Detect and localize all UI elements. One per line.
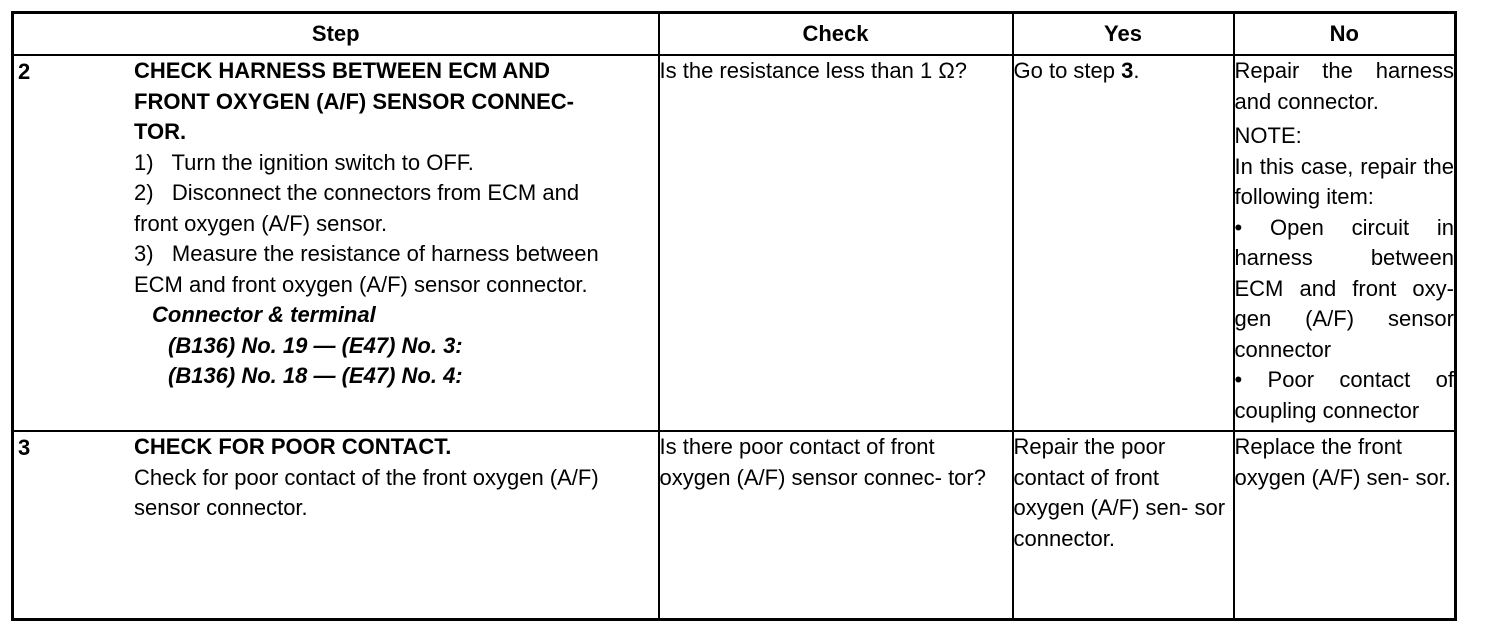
step-body: [134, 56, 658, 392]
table-row: [13, 431, 1456, 620]
note-item: • Open circuit in harness between ECM and front oxy- gen (A/F) sensor connector: [1234, 214, 1454, 362]
step-title-line: FRONT OXYGEN (A/F) SENSOR CONNEC-: [134, 88, 575, 114]
no-cell: Replace the front oxygen (A/F) sen- sor.: [1234, 431, 1456, 620]
note-item: • Poor contact of coupling connector: [1234, 367, 1454, 423]
instruction-line: ECM and front oxygen (A/F) sensor connector.: [134, 271, 588, 297]
header-no: No: [1234, 13, 1456, 56]
header-step: Step: [13, 13, 659, 56]
no-main: Repair the harness and connector.: [1234, 58, 1454, 114]
yes-step-ref: 3: [1121, 58, 1134, 83]
yes-suffix: .: [1133, 58, 1140, 83]
header-check: Check: [659, 13, 1013, 56]
note-intro: In this case, repair the following item:: [1234, 153, 1454, 209]
check-cell: Is the resistance less than 1 Ω?: [659, 55, 1013, 431]
note-label: NOTE:: [1234, 123, 1302, 148]
instruction-line: 3) Measure the resistance of harness between: [134, 241, 599, 266]
instruction-line: front oxygen (A/F) sensor.: [134, 210, 388, 236]
no-cell: [1234, 55, 1456, 431]
step-title-line: CHECK HARNESS BETWEEN ECM AND: [134, 58, 550, 83]
instruction-line: sensor connector.: [134, 495, 308, 520]
step-cell: [13, 431, 659, 620]
instruction-line: 2) Disconnect the connectors from ECM and: [134, 180, 580, 205]
table-row: [13, 55, 1456, 431]
diagnosis-table: [11, 11, 1457, 621]
yes-cell: Repair the poor contact of front oxygen (A/F) sen- sor connector.: [1013, 431, 1234, 620]
spec-label: Connector & terminal: [152, 302, 376, 327]
step-number: 2: [18, 59, 31, 84]
header-yes: Yes: [1013, 13, 1234, 56]
step-body: [134, 432, 658, 524]
yes-cell: [1013, 55, 1234, 431]
spec-line: (B136) No. 19 — (E47) No. 3:: [168, 332, 463, 358]
step-number: 3: [18, 435, 31, 460]
header-row: [13, 13, 1456, 56]
step-title-line: CHECK FOR POOR CONTACT.: [134, 434, 452, 459]
step-title-line: TOR.: [134, 119, 187, 144]
step-cell: [13, 55, 659, 431]
instruction-line: Check for poor contact of the front oxygen (A/F): [134, 464, 599, 490]
yes-text: Go to step: [1013, 58, 1122, 83]
spec-line: (B136) No. 18 — (E47) No. 4:: [168, 363, 463, 388]
check-cell: Is there poor contact of front oxygen (A/F) sensor connec- tor?: [659, 431, 1013, 620]
instruction-line: 1) Turn the ignition switch to OFF.: [134, 149, 474, 175]
